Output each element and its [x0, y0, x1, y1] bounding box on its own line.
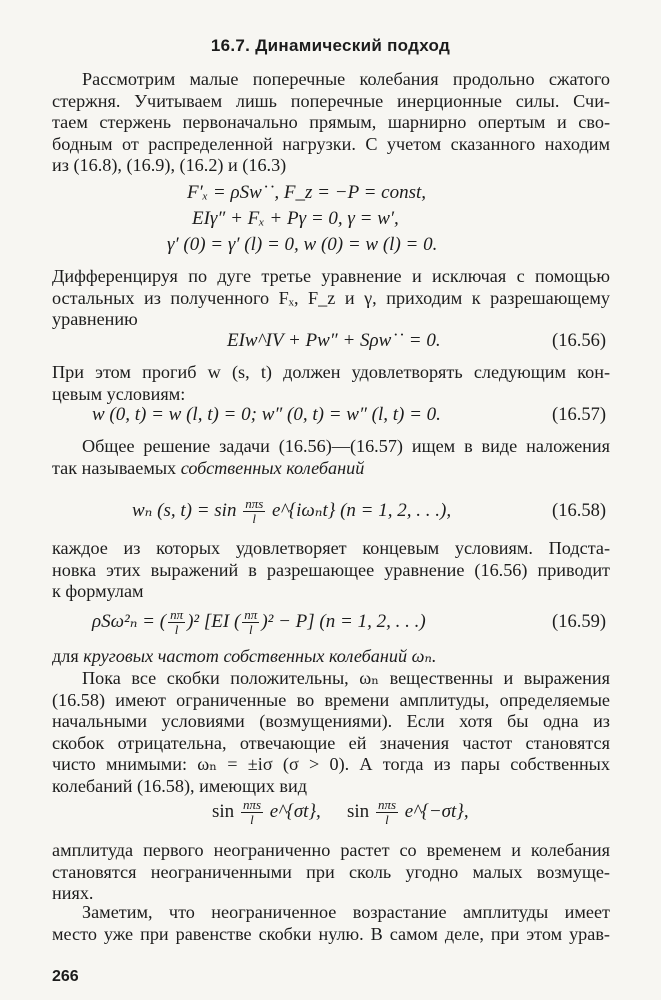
paragraph-intro — [52, 69, 610, 177]
equation-16-57: w (0, t) = w (l, t) = 0; w″ (0, t) = w″ (l, t) = 0. (16.57) — [52, 402, 610, 428]
text-line: Рассмотрим малые поперечные колебания продольно сжатого — [82, 69, 610, 89]
text-line: уравнению — [52, 309, 138, 330]
italic-term: собственных колебаний — [180, 457, 365, 478]
text-line: становятся неограниченными при сколь угодно малых возмуще- — [52, 861, 610, 882]
equation-number: (16.58) — [552, 501, 606, 521]
equation-16-56: EIw^IV + Pw″ + Sρw˙˙ = 0. (16.56) — [52, 328, 610, 354]
text-line: таем стержень первоначально прямым, шарнирно опертым и сво- — [52, 112, 610, 133]
text-line: так называемых собственных колебаний — [52, 457, 365, 478]
text-line: остальных из полученного Fₓ, F_z и γ, приходим к разрешающему — [52, 287, 610, 308]
fraction: $\frac{\text{nπs}}{l}$ — [242, 797, 262, 828]
text-line: Пока все скобки положительны, ωₙ вещественны и выражения — [82, 668, 610, 688]
paragraph-circular-frequencies — [52, 646, 610, 668]
text-line: место уже при равенстве скобки нулю. В самом деле, при этом урав- — [52, 923, 610, 944]
fraction: $\frac{\text{nπs}}{l}$ — [377, 797, 397, 828]
text-line: каждое из которых удовлетворяет концевым условиям. Подста- — [52, 538, 610, 558]
equation-system-line2: EIγ″ + Fₓ + Pγ = 0, γ = w′, — [192, 208, 399, 229]
equation-number: (16.59) — [552, 612, 606, 632]
equation-number: (16.56) — [552, 331, 606, 351]
text-line: бодным от распределенной нагрузки. С учетом сказанного находим — [52, 133, 610, 154]
text-line: ниях. — [52, 883, 94, 904]
paragraph-deflection — [52, 362, 610, 405]
text-line: скобок отрицательна, отвечающие ей значения частот становятся — [52, 732, 610, 753]
text-line: новка этих выражений в разрешающее уравнение (16.56) приводит — [52, 559, 610, 580]
text-line: к формулам — [52, 581, 144, 602]
fraction: $\frac{n\pi}{l}$ — [244, 607, 258, 638]
section-heading: 16.7. Динамический подход — [210, 36, 451, 55]
paragraph-general-solution — [52, 436, 610, 479]
text-line: амплитуда первого неограниченно растет со временем и колебания — [52, 840, 610, 860]
page-number: 266 — [52, 968, 79, 985]
italic-term: круговых частот собственных колебаний ωₙ. — [83, 646, 437, 666]
fraction: $\frac{\text{nπs}}{l}$ — [245, 496, 264, 527]
equation-number: (16.57) — [552, 405, 606, 425]
paragraph-note — [52, 902, 610, 945]
paragraph-differentiate — [52, 266, 610, 331]
text-line: (16.58) имеют ограниченные во времени амплитуды, определяемые — [52, 689, 610, 710]
text-line: колебаний (16.58), имеющих вид — [52, 775, 307, 796]
paragraph-unbounded — [52, 840, 610, 905]
text-line: начальными условиями (возмущениями). Если хотя бы одна из — [52, 711, 610, 732]
text-line: Заметим, что неограниченное возрастание амплитуды имеет — [82, 902, 610, 922]
text-line: Дифференцируя по дуге третье уравнение и исключая с помощью — [52, 266, 610, 286]
text-line: Общее решение задачи (16.56)—(16.57) ищем в виде наложения — [82, 436, 610, 456]
text-line: При этом прогиб w (s, t) должен удовлетворять следующим кон- — [52, 362, 610, 382]
equation-16-59: ρSω²ₙ = ( $\frac{n\pi}{l}$ )² [EI ( $\frac{n\pi}{l}$ )² − P] (n = 1, 2, . . .) (16.59) — [52, 604, 610, 640]
text-line: из (16.8), (16.9), (16.2) и (16.3) — [52, 155, 287, 176]
equation-system-line3: γ′ (0) = γ′ (l) = 0, w (0) = w (l) = 0. — [167, 234, 438, 255]
text-line: стержня. Учитываем лишь поперечные инерционные силы. Счи- — [52, 90, 610, 111]
equation-system-line1: F′ₓ = ρSw˙˙, F_z = −P = const, — [187, 182, 427, 203]
text-line: для круговых частот собственных колебаний ωₙ. — [52, 646, 437, 666]
text-line: чисто мнимыми: ωₙ = ±iσ (σ > 0). А тогда из пары собственных — [52, 754, 610, 775]
paragraph-stability — [52, 668, 610, 798]
fraction: $\frac{n\pi}{l}$ — [170, 607, 184, 638]
equation-modes-pair: sin $\frac{\text{nπs}}{l}$ e^{σt}, sin $\frac{\text{nπs}}{l}$ e^{−σt}, — [212, 797, 469, 828]
equation-16-58: wₙ (s, t) = sin $\frac{\text{nπs}}{l}$ e^{iωₙt} (n = 1, 2, . . .), (16.58) — [52, 494, 610, 528]
paragraph-substitution — [52, 538, 610, 603]
text-line: цевым условиям: — [52, 383, 186, 404]
